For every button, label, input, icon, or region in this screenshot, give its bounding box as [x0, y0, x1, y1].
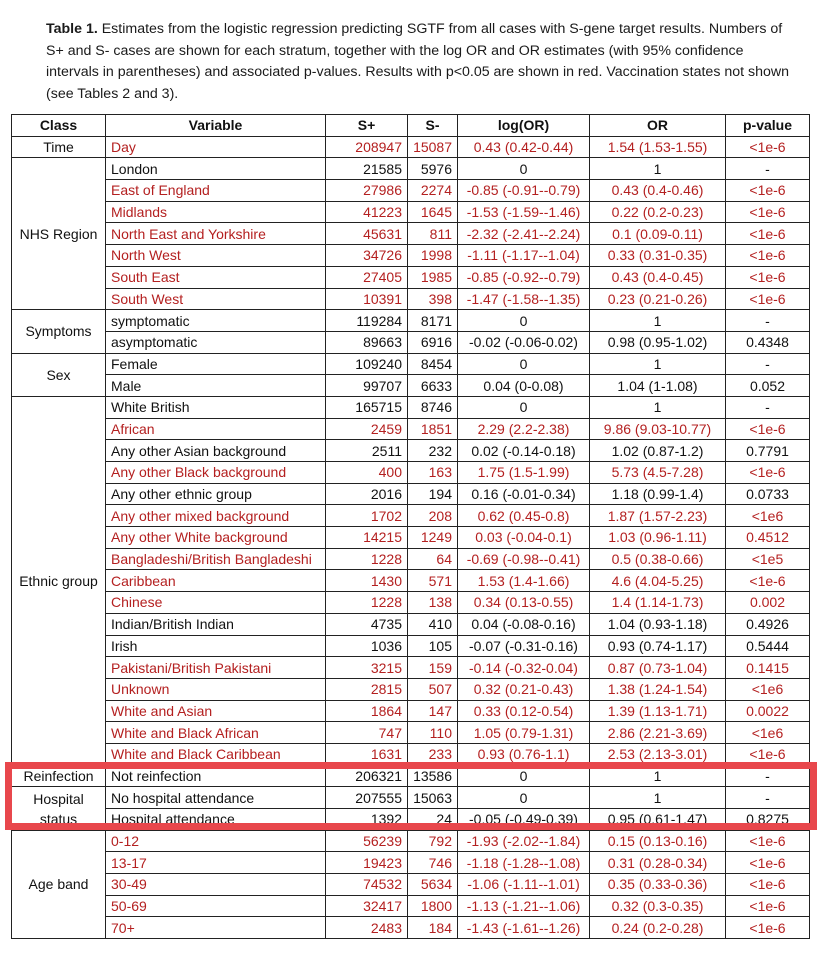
variable-cell: Any other mixed background: [106, 505, 326, 527]
table-row: [12, 527, 810, 549]
s-plus-cell: 1392: [326, 809, 408, 831]
or-cell: 1.18 (0.99-1.4): [590, 483, 726, 505]
s-minus-cell: 184: [408, 917, 458, 939]
p-value-cell: 0.4348: [726, 331, 810, 353]
s-plus-cell: 2815: [326, 678, 408, 700]
variable-cell: White and Black African: [106, 722, 326, 744]
p-value-cell: 0.1415: [726, 657, 810, 679]
class-cell: Sex: [12, 353, 106, 396]
p-value-cell: -: [726, 396, 810, 418]
table-row: [12, 635, 810, 657]
p-value-cell: 0.0733: [726, 483, 810, 505]
p-value-cell: <1e-6: [726, 418, 810, 440]
table-row: [12, 223, 810, 245]
s-minus-cell: 208: [408, 505, 458, 527]
s-plus-cell: 206321: [326, 765, 408, 787]
col-header-log-or: log(OR): [458, 115, 590, 137]
col-header-or: OR: [590, 115, 726, 137]
s-plus-cell: 89663: [326, 331, 408, 353]
s-minus-cell: 6633: [408, 375, 458, 397]
p-value-cell: 0.052: [726, 375, 810, 397]
class-cell: Age band: [12, 830, 106, 938]
s-minus-cell: 15063: [408, 787, 458, 809]
table-row: [12, 570, 810, 592]
or-cell: 0.1 (0.09-0.11): [590, 223, 726, 245]
variable-cell: Any other Asian background: [106, 440, 326, 462]
variable-cell: Caribbean: [106, 570, 326, 592]
or-cell: 1.38 (1.24-1.54): [590, 678, 726, 700]
table-caption: [46, 19, 791, 105]
log-or-cell: 0.34 (0.13-0.55): [458, 592, 590, 614]
log-or-cell: -0.05 (-0.49-0.39): [458, 809, 590, 831]
table-row: [12, 722, 810, 744]
p-value-cell: <1e5: [726, 548, 810, 570]
log-or-cell: 0.43 (0.42-0.44): [458, 136, 590, 158]
header-row: [12, 115, 810, 137]
log-or-cell: 0: [458, 310, 590, 332]
p-value-cell: -: [726, 310, 810, 332]
log-or-cell: 0: [458, 396, 590, 418]
regression-table: [11, 114, 810, 939]
p-value-cell: <1e6: [726, 722, 810, 744]
table-row: [12, 375, 810, 397]
s-minus-cell: 159: [408, 657, 458, 679]
table-row: [12, 678, 810, 700]
or-cell: 1.54 (1.53-1.55): [590, 136, 726, 158]
s-plus-cell: 1702: [326, 505, 408, 527]
or-cell: 4.6 (4.04-5.25): [590, 570, 726, 592]
table-row: [12, 288, 810, 310]
s-plus-cell: 1036: [326, 635, 408, 657]
or-cell: 9.86 (9.03-10.77): [590, 418, 726, 440]
s-minus-cell: 8171: [408, 310, 458, 332]
log-or-cell: 0.93 (0.76-1.1): [458, 743, 590, 765]
log-or-cell: 1.75 (1.5-1.99): [458, 462, 590, 484]
variable-cell: Not reinfection: [106, 765, 326, 787]
s-minus-cell: 64: [408, 548, 458, 570]
p-value-cell: -: [726, 158, 810, 180]
table-row: [12, 895, 810, 917]
table-row: [12, 396, 810, 418]
s-minus-cell: 1800: [408, 895, 458, 917]
table-row: [12, 809, 810, 831]
table-row: [12, 266, 810, 288]
s-minus-cell: 105: [408, 635, 458, 657]
log-or-cell: 0: [458, 787, 590, 809]
log-or-cell: 0: [458, 353, 590, 375]
class-cell: Ethnic group: [12, 396, 106, 765]
class-cell: Reinfection: [12, 765, 106, 787]
log-or-cell: 0: [458, 765, 590, 787]
s-plus-cell: 4735: [326, 613, 408, 635]
p-value-cell: <1e-6: [726, 223, 810, 245]
col-header-s-plus: S+: [326, 115, 408, 137]
or-cell: 1.04 (0.93-1.18): [590, 613, 726, 635]
variable-cell: London: [106, 158, 326, 180]
s-plus-cell: 1631: [326, 743, 408, 765]
p-value-cell: 0.002: [726, 592, 810, 614]
log-or-cell: 0.62 (0.45-0.8): [458, 505, 590, 527]
variable-cell: Any other White background: [106, 527, 326, 549]
log-or-cell: -1.18 (-1.28--1.08): [458, 852, 590, 874]
variable-cell: Any other Black background: [106, 462, 326, 484]
or-cell: 1.02 (0.87-1.2): [590, 440, 726, 462]
log-or-cell: 2.29 (2.2-2.38): [458, 418, 590, 440]
s-minus-cell: 1985: [408, 266, 458, 288]
s-minus-cell: 194: [408, 483, 458, 505]
log-or-cell: 0.33 (0.12-0.54): [458, 700, 590, 722]
table-row: [12, 874, 810, 896]
p-value-cell: 0.4926: [726, 613, 810, 635]
log-or-cell: -1.53 (-1.59--1.46): [458, 201, 590, 223]
log-or-cell: 0.04 (-0.08-0.16): [458, 613, 590, 635]
table-row: [12, 158, 810, 180]
or-cell: 1: [590, 158, 726, 180]
log-or-cell: 0.16 (-0.01-0.34): [458, 483, 590, 505]
variable-cell: 50-69: [106, 895, 326, 917]
or-cell: 2.53 (2.13-3.01): [590, 743, 726, 765]
s-minus-cell: 6916: [408, 331, 458, 353]
s-minus-cell: 233: [408, 743, 458, 765]
col-header-p-value: p-value: [726, 115, 810, 137]
s-plus-cell: 45631: [326, 223, 408, 245]
variable-cell: Midlands: [106, 201, 326, 223]
s-minus-cell: 8454: [408, 353, 458, 375]
s-minus-cell: 5976: [408, 158, 458, 180]
or-cell: 1.03 (0.96-1.11): [590, 527, 726, 549]
s-minus-cell: 5634: [408, 874, 458, 896]
log-or-cell: -0.02 (-0.06-0.02): [458, 331, 590, 353]
table-row: [12, 852, 810, 874]
s-minus-cell: 1851: [408, 418, 458, 440]
table-row: [12, 765, 810, 787]
variable-cell: asymptomatic: [106, 331, 326, 353]
p-value-cell: <1e-6: [726, 288, 810, 310]
variable-cell: North West: [106, 245, 326, 267]
caption-text: Estimates from the logistic regression predicting SGTF from all cases with S-gene target results. Numbers of S+ and S- cases are shown for each stratum, together with the log OR and OR estimates (with 95% confidence intervals in parentheses) and associated p-values. Results with p<0.05 are shown in red. Vaccination states not shown (see Tables 2 and 3).: [46, 21, 790, 102]
table-row: [12, 462, 810, 484]
p-value-cell: <1e-6: [726, 570, 810, 592]
log-or-cell: 0.32 (0.21-0.43): [458, 678, 590, 700]
s-plus-cell: 2483: [326, 917, 408, 939]
variable-cell: symptomatic: [106, 310, 326, 332]
or-cell: 0.32 (0.3-0.35): [590, 895, 726, 917]
or-cell: 0.35 (0.33-0.36): [590, 874, 726, 896]
variable-cell: Male: [106, 375, 326, 397]
or-cell: 0.33 (0.31-0.35): [590, 245, 726, 267]
p-value-cell: <1e-6: [726, 245, 810, 267]
or-cell: 5.73 (4.5-7.28): [590, 462, 726, 484]
p-value-cell: 0.7791: [726, 440, 810, 462]
p-value-cell: <1e-6: [726, 180, 810, 202]
log-or-cell: 0.02 (-0.14-0.18): [458, 440, 590, 462]
p-value-cell: <1e-6: [726, 462, 810, 484]
variable-cell: White and Asian: [106, 700, 326, 722]
or-cell: 2.86 (2.21-3.69): [590, 722, 726, 744]
log-or-cell: -1.47 (-1.58--1.35): [458, 288, 590, 310]
s-minus-cell: 792: [408, 830, 458, 852]
s-minus-cell: 15087: [408, 136, 458, 158]
table-row: [12, 548, 810, 570]
or-cell: 0.98 (0.95-1.02): [590, 331, 726, 353]
table-row: [12, 592, 810, 614]
p-value-cell: <1e-6: [726, 917, 810, 939]
variable-cell: 70+: [106, 917, 326, 939]
or-cell: 1.39 (1.13-1.71): [590, 700, 726, 722]
variable-cell: Day: [106, 136, 326, 158]
p-value-cell: <1e6: [726, 505, 810, 527]
table-row: [12, 743, 810, 765]
log-or-cell: -0.85 (-0.92--0.79): [458, 266, 590, 288]
s-minus-cell: 410: [408, 613, 458, 635]
table-row: [12, 180, 810, 202]
p-value-cell: <1e6: [726, 678, 810, 700]
variable-cell: Irish: [106, 635, 326, 657]
s-plus-cell: 1228: [326, 592, 408, 614]
s-minus-cell: 110: [408, 722, 458, 744]
table-row: [12, 310, 810, 332]
s-minus-cell: 138: [408, 592, 458, 614]
table-row: [12, 136, 810, 158]
variable-cell: Hospital attendance: [106, 809, 326, 831]
s-plus-cell: 3215: [326, 657, 408, 679]
table-row: [12, 917, 810, 939]
s-plus-cell: 27405: [326, 266, 408, 288]
or-cell: 0.31 (0.28-0.34): [590, 852, 726, 874]
s-minus-cell: 13586: [408, 765, 458, 787]
variable-cell: Chinese: [106, 592, 326, 614]
s-plus-cell: 2459: [326, 418, 408, 440]
caption-label: Table 1.: [46, 21, 98, 37]
or-cell: 1: [590, 765, 726, 787]
or-cell: 1: [590, 310, 726, 332]
p-value-cell: <1e-6: [726, 201, 810, 223]
table-row: [12, 613, 810, 635]
log-or-cell: -1.93 (-2.02--1.84): [458, 830, 590, 852]
p-value-cell: 0.4512: [726, 527, 810, 549]
s-minus-cell: 24: [408, 809, 458, 831]
variable-cell: No hospital attendance: [106, 787, 326, 809]
col-header-variable: Variable: [106, 115, 326, 137]
variable-cell: Pakistani/British Pakistani: [106, 657, 326, 679]
s-minus-cell: 571: [408, 570, 458, 592]
p-value-cell: <1e-6: [726, 852, 810, 874]
variable-cell: Indian/British Indian: [106, 613, 326, 635]
s-plus-cell: 2016: [326, 483, 408, 505]
p-value-cell: -: [726, 353, 810, 375]
class-cell: Hospital status: [12, 787, 106, 830]
p-value-cell: -: [726, 765, 810, 787]
table-row: [12, 830, 810, 852]
log-or-cell: -1.43 (-1.61--1.26): [458, 917, 590, 939]
s-minus-cell: 2274: [408, 180, 458, 202]
variable-cell: 0-12: [106, 830, 326, 852]
class-cell: NHS Region: [12, 158, 106, 310]
variable-cell: South East: [106, 266, 326, 288]
p-value-cell: 0.8275: [726, 809, 810, 831]
s-plus-cell: 32417: [326, 895, 408, 917]
table-row: [12, 353, 810, 375]
or-cell: 0.22 (0.2-0.23): [590, 201, 726, 223]
p-value-cell: <1e-6: [726, 266, 810, 288]
s-plus-cell: 19423: [326, 852, 408, 874]
p-value-cell: <1e-6: [726, 743, 810, 765]
s-minus-cell: 1249: [408, 527, 458, 549]
s-plus-cell: 27986: [326, 180, 408, 202]
s-minus-cell: 163: [408, 462, 458, 484]
log-or-cell: -0.69 (-0.98--0.41): [458, 548, 590, 570]
s-minus-cell: 507: [408, 678, 458, 700]
log-or-cell: 0: [458, 158, 590, 180]
or-cell: 0.93 (0.74-1.17): [590, 635, 726, 657]
or-cell: 0.23 (0.21-0.26): [590, 288, 726, 310]
s-plus-cell: 2511: [326, 440, 408, 462]
log-or-cell: -1.06 (-1.11--1.01): [458, 874, 590, 896]
s-minus-cell: 147: [408, 700, 458, 722]
s-plus-cell: 34726: [326, 245, 408, 267]
p-value-cell: 0.0022: [726, 700, 810, 722]
log-or-cell: 1.05 (0.79-1.31): [458, 722, 590, 744]
variable-cell: East of England: [106, 180, 326, 202]
s-plus-cell: 1430: [326, 570, 408, 592]
s-minus-cell: 1645: [408, 201, 458, 223]
s-minus-cell: 811: [408, 223, 458, 245]
log-or-cell: 1.53 (1.4-1.66): [458, 570, 590, 592]
p-value-cell: <1e-6: [726, 136, 810, 158]
variable-cell: White and Black Caribbean: [106, 743, 326, 765]
s-minus-cell: 232: [408, 440, 458, 462]
p-value-cell: -: [726, 787, 810, 809]
or-cell: 1: [590, 787, 726, 809]
variable-cell: African: [106, 418, 326, 440]
table-row: [12, 657, 810, 679]
s-plus-cell: 14215: [326, 527, 408, 549]
table-row: [12, 418, 810, 440]
s-plus-cell: 41223: [326, 201, 408, 223]
table-row: [12, 787, 810, 809]
or-cell: 0.24 (0.2-0.28): [590, 917, 726, 939]
variable-cell: 13-17: [106, 852, 326, 874]
log-or-cell: -1.13 (-1.21--1.06): [458, 895, 590, 917]
or-cell: 0.43 (0.4-0.46): [590, 180, 726, 202]
table-row: [12, 331, 810, 353]
variable-cell: White British: [106, 396, 326, 418]
or-cell: 1: [590, 353, 726, 375]
class-cell: Symptoms: [12, 310, 106, 353]
variable-cell: 30-49: [106, 874, 326, 896]
or-cell: 0.5 (0.38-0.66): [590, 548, 726, 570]
s-minus-cell: 1998: [408, 245, 458, 267]
s-minus-cell: 8746: [408, 396, 458, 418]
table-row: [12, 245, 810, 267]
s-plus-cell: 400: [326, 462, 408, 484]
s-plus-cell: 1228: [326, 548, 408, 570]
s-plus-cell: 21585: [326, 158, 408, 180]
log-or-cell: 0.03 (-0.04-0.1): [458, 527, 590, 549]
p-value-cell: <1e-6: [726, 874, 810, 896]
s-minus-cell: 746: [408, 852, 458, 874]
p-value-cell: 0.5444: [726, 635, 810, 657]
col-header-s-minus: S-: [408, 115, 458, 137]
s-plus-cell: 74532: [326, 874, 408, 896]
or-cell: 0.95 (0.61-1.47): [590, 809, 726, 831]
or-cell: 1.87 (1.57-2.23): [590, 505, 726, 527]
or-cell: 0.15 (0.13-0.16): [590, 830, 726, 852]
variable-cell: Bangladeshi/British Bangladeshi: [106, 548, 326, 570]
s-plus-cell: 10391: [326, 288, 408, 310]
log-or-cell: -2.32 (-2.41--2.24): [458, 223, 590, 245]
col-header-class: Class: [12, 115, 106, 137]
table-row: [12, 201, 810, 223]
s-plus-cell: 208947: [326, 136, 408, 158]
s-plus-cell: 99707: [326, 375, 408, 397]
log-or-cell: -1.11 (-1.17--1.04): [458, 245, 590, 267]
table-row: [12, 440, 810, 462]
variable-cell: Any other ethnic group: [106, 483, 326, 505]
log-or-cell: -0.07 (-0.31-0.16): [458, 635, 590, 657]
variable-cell: North East and Yorkshire: [106, 223, 326, 245]
s-minus-cell: 398: [408, 288, 458, 310]
class-cell: Time: [12, 136, 106, 158]
or-cell: 1.04 (1-1.08): [590, 375, 726, 397]
table-row: [12, 483, 810, 505]
variable-cell: Female: [106, 353, 326, 375]
s-plus-cell: 165715: [326, 396, 408, 418]
table-row: [12, 700, 810, 722]
s-plus-cell: 119284: [326, 310, 408, 332]
s-plus-cell: 207555: [326, 787, 408, 809]
s-plus-cell: 56239: [326, 830, 408, 852]
s-plus-cell: 747: [326, 722, 408, 744]
variable-cell: Unknown: [106, 678, 326, 700]
or-cell: 1.4 (1.14-1.73): [590, 592, 726, 614]
log-or-cell: -0.14 (-0.32-0.04): [458, 657, 590, 679]
or-cell: 0.87 (0.73-1.04): [590, 657, 726, 679]
or-cell: 0.43 (0.4-0.45): [590, 266, 726, 288]
table-row: [12, 505, 810, 527]
s-plus-cell: 1864: [326, 700, 408, 722]
p-value-cell: <1e-6: [726, 830, 810, 852]
s-plus-cell: 109240: [326, 353, 408, 375]
p-value-cell: <1e-6: [726, 895, 810, 917]
or-cell: 1: [590, 396, 726, 418]
log-or-cell: 0.04 (0-0.08): [458, 375, 590, 397]
variable-cell: South West: [106, 288, 326, 310]
table-body: [12, 136, 810, 938]
log-or-cell: -0.85 (-0.91--0.79): [458, 180, 590, 202]
